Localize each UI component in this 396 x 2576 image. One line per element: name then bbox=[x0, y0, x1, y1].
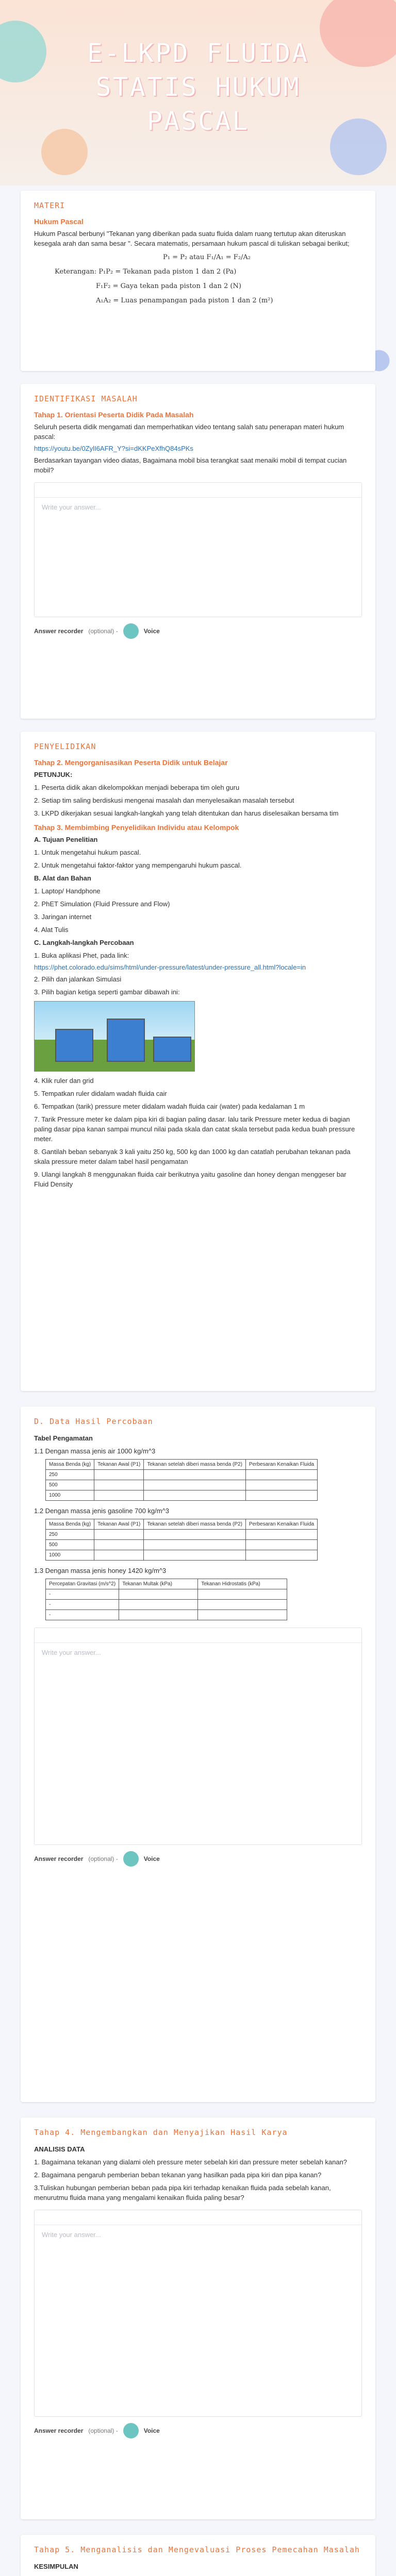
question-item: 3.Tuliskan hubungan pemberian beban pada pipa kiri terhadap kenaikan fluida pada sebelah kanan, menurutmu fluida mana yang mengalami kenaikan fluida paling besar? bbox=[34, 2184, 331, 2201]
data-card bbox=[21, 1406, 375, 2102]
analisis-label: ANALISIS DATA bbox=[34, 2145, 85, 2153]
voice-label: Voice bbox=[143, 628, 160, 635]
formula-main: P₁ = P₂ atau F₁/A₁ = F₂/A₂ bbox=[163, 253, 251, 261]
table-cell[interactable] bbox=[119, 1610, 198, 1620]
table-cell: 1000 bbox=[46, 1550, 94, 1561]
answer-box[interactable] bbox=[34, 482, 362, 617]
voice-label: Voice bbox=[143, 2427, 160, 2434]
step-title: Tahap 2. Mengorganisasikan Peserta Didik untuk Belajar bbox=[34, 758, 228, 767]
recorder-label: Answer recorder bbox=[34, 628, 84, 635]
table-cell[interactable] bbox=[144, 1490, 246, 1501]
table-header: Tekanan setelah diberi massa benda (P2) bbox=[144, 1460, 246, 1470]
video-link[interactable]: https://youtu.be/0ZylI6AFR_Y?si=dKKPeXfhQ84sPKs bbox=[34, 445, 193, 452]
table-cell[interactable] bbox=[198, 1610, 287, 1620]
table-cell: 1000 bbox=[46, 1490, 94, 1501]
table-cell[interactable] bbox=[245, 1490, 317, 1501]
table-cell[interactable] bbox=[245, 1550, 317, 1561]
page-header bbox=[0, 0, 396, 185]
voice-label: Voice bbox=[143, 1855, 160, 1862]
observation-table bbox=[45, 1579, 287, 1620]
list-item: 7. Tarik Pressure meter ke dalam pipa kiri di bagian paling dasar. lalu tarik Pressure meter kedua di bagian paling dasar pipa kanan sampai muncul nilai pada skala dan catat skala tersebut pada kedua buah pressure meter. bbox=[34, 1115, 355, 1143]
table-cell[interactable] bbox=[245, 1480, 317, 1490]
identifikasi-card bbox=[21, 384, 375, 719]
question-item: 1. Bagaimana tekanan yang dialami oleh pressure meter sebelah kiri dan pressure meter sebelah kanan? bbox=[34, 2158, 348, 2166]
section-subheading: Hukum Pascal bbox=[34, 217, 84, 226]
phet-simulation-image bbox=[34, 1001, 195, 1072]
table-row bbox=[46, 1530, 318, 1540]
table-cell[interactable] bbox=[144, 1550, 246, 1561]
question-item: 2. Bagaimana pengaruh pemberian beban tekanan yang hasilkan pada pipa kiri dan pipa kanan? bbox=[34, 2171, 322, 2179]
table-caption: 1.1 Dengan massa jenis air 1000 kg/m^3 bbox=[34, 1447, 156, 1455]
formula-line: A₁A₂ = Luas penampangan pada piston 1 dan 2 (m²) bbox=[96, 297, 273, 304]
subsection-label: C. Langkah-langkah Percobaan bbox=[34, 939, 134, 946]
list-item: 2. Pilih dan jalankan Simulasi bbox=[34, 975, 122, 983]
table-cell[interactable] bbox=[198, 1589, 287, 1600]
table-cell[interactable] bbox=[144, 1530, 246, 1540]
table-cell[interactable] bbox=[144, 1540, 246, 1550]
section-heading: D. Data Hasil Percobaan bbox=[34, 1417, 153, 1426]
section-heading: Tahap 4. Mengembangkan dan Menyajikan Hasil Karya bbox=[34, 2128, 288, 2137]
table-header: Tekanan setelah diberi massa benda (P2) bbox=[144, 1519, 246, 1530]
table-cell[interactable] bbox=[245, 1530, 317, 1540]
materi-card bbox=[21, 191, 375, 371]
editor-toolbar[interactable] bbox=[35, 1628, 361, 1643]
list-item: 3. Jaringan internet bbox=[34, 913, 92, 921]
table-header: Tekanan Hidrostatis (kPa) bbox=[198, 1579, 287, 1589]
table-row bbox=[46, 1480, 318, 1490]
table-cell[interactable] bbox=[144, 1480, 246, 1490]
table-row bbox=[46, 1600, 287, 1610]
answer-placeholder: Write your answer... bbox=[42, 2231, 101, 2239]
table-title: Tabel Pengamatan bbox=[34, 1434, 93, 1442]
table-header: Tekanan Multak (kPa) bbox=[119, 1579, 198, 1589]
table-caption: 1.3 Dengan massa jenis honey 1420 kg/m^3 bbox=[34, 1567, 167, 1574]
page-title: E-LKPD FLUIDA STATIS HUKUM PASCAL bbox=[87, 38, 309, 136]
step-title: Tahap 3. Membimbing Penyelidikan Individu atau Kelompok bbox=[34, 823, 239, 832]
recorder-optional: (optional) - bbox=[88, 628, 118, 635]
list-item: 1. Laptop/ Handphone bbox=[34, 887, 101, 895]
petunjuk-item: 3. LKPD dikerjakan sesuai langkah-langkah yang telah ditentukan dan harus diselesaikan bersama tim bbox=[34, 809, 339, 817]
list-item: 8. Gantilah beban sebanyak 3 kali yaitu 250 kg, 500 kg dan 1000 kg dan catatlah perubahan tekanan pada skala pressure meter dalam tabel hasil pengamatan bbox=[34, 1148, 351, 1165]
recorder-label: Answer recorder bbox=[34, 2427, 84, 2434]
recorder-label: Answer recorder bbox=[34, 1855, 84, 1862]
answer-box[interactable] bbox=[34, 1628, 362, 1845]
editor-toolbar[interactable] bbox=[35, 483, 361, 498]
observation-table bbox=[45, 1459, 318, 1501]
table-cell[interactable] bbox=[119, 1600, 198, 1610]
table-cell[interactable] bbox=[119, 1589, 198, 1600]
section-heading: Tahap 5. Menganalisis dan Mengevaluasi Proses Pemecahan Masalah bbox=[34, 2545, 360, 2554]
table-header: Massa Benda (kg) bbox=[46, 1519, 94, 1530]
subsection-label: A. Tujuan Penelitian bbox=[34, 836, 98, 843]
voice-record-button[interactable] bbox=[123, 623, 139, 639]
table-cell: 250 bbox=[46, 1470, 94, 1480]
recorder-optional: (optional) - bbox=[88, 2427, 118, 2434]
step-title: Tahap 1. Orientasi Peserta Didik Pada Masalah bbox=[34, 411, 194, 419]
table-row bbox=[46, 1550, 318, 1561]
table-cell[interactable] bbox=[94, 1470, 144, 1480]
materi-paragraph: Hukum Pascal berbunyi "Tekanan yang diberikan pada suatu fluida dalam ruang tertutup akan diteruskan kesegala arah dan sama besar ". Secara matematis, persamaan hukum pascal di tuliskan sebagai berikut; bbox=[34, 230, 350, 247]
petunjuk-label: PETUNJUK: bbox=[34, 771, 73, 778]
formula-keterangan: Keterangan: P₁P₂ = Tekanan pada piston 1 dan 2 (Pa) bbox=[55, 268, 237, 276]
table-cell[interactable] bbox=[94, 1550, 144, 1561]
table-row bbox=[46, 1540, 318, 1550]
table-cell[interactable] bbox=[144, 1470, 246, 1480]
petunjuk-item: 2. Setiap tim saling berdiskusi mengenai masalah dan menyelesaikan masalah tersebut bbox=[34, 796, 294, 804]
kesimpulan-label: KESIMPULAN bbox=[34, 2563, 78, 2570]
penyelidikan-card bbox=[21, 732, 375, 1391]
recorder-optional: (optional) - bbox=[88, 1855, 118, 1862]
list-item: 4. Klik ruler dan grid bbox=[34, 1077, 94, 1084]
voice-record-button[interactable] bbox=[123, 1851, 139, 1867]
table-row bbox=[46, 1610, 287, 1620]
answer-recorder bbox=[34, 1851, 362, 1867]
table-cell[interactable] bbox=[245, 1540, 317, 1550]
list-item: 4. Alat Tulis bbox=[34, 926, 69, 934]
observation-table bbox=[45, 1519, 318, 1561]
table-cell: - bbox=[46, 1589, 119, 1600]
sim-tank bbox=[153, 1037, 191, 1062]
table-cell[interactable] bbox=[245, 1470, 317, 1480]
list-item: 1. Buka aplikasi Phet, pada link: bbox=[34, 952, 129, 959]
tahap5-card bbox=[21, 2535, 375, 2576]
sim-tank bbox=[107, 1019, 145, 1062]
list-item: 1. Untuk mengetahui hukum pascal. bbox=[34, 849, 141, 856]
answer-recorder bbox=[34, 2423, 362, 2438]
table-cell: - bbox=[46, 1610, 119, 1620]
table-cell: 500 bbox=[46, 1480, 94, 1490]
table-cell[interactable] bbox=[198, 1600, 287, 1610]
phet-link[interactable]: https://phet.colorado.edu/sims/html/under-pressure/latest/under-pressure_all.html?locale=in bbox=[34, 963, 306, 971]
table-cell[interactable] bbox=[94, 1490, 144, 1501]
answer-placeholder: Write your answer... bbox=[42, 503, 101, 511]
section-heading: PENYELIDIKAN bbox=[34, 742, 96, 751]
voice-record-button[interactable] bbox=[123, 2423, 139, 2438]
table-cell: - bbox=[46, 1600, 119, 1610]
answer-placeholder: Write your answer... bbox=[42, 1649, 101, 1656]
section-heading: IDENTIFIKASI MASALAH bbox=[34, 394, 138, 403]
table-row bbox=[46, 1470, 318, 1480]
table-row bbox=[46, 1589, 287, 1600]
table-header: Perbesaran Kenaikan Fluida bbox=[245, 1460, 317, 1470]
table-header: Percepatan Gravitasi (m/s^2) bbox=[46, 1579, 119, 1589]
identifikasi-question: Berdasarkan tayangan video diatas, Bagaimana mobil bisa terangkat saat menaiki mobil di tempat cucian mobil? bbox=[34, 456, 347, 474]
table-header: Perbesaran Kenaikan Fluida bbox=[245, 1519, 317, 1530]
list-item: 2. PhET Simulation (Fluid Pressure and Flow) bbox=[34, 900, 170, 908]
identifikasi-paragraph: Seluruh peserta didik mengamati dan memperhatikan video tentang salah satu penerapan materi hukum pascal: bbox=[34, 423, 344, 440]
list-item: 6. Tempatkan (tarik) pressure meter didalam wadah fluida cair (water) pada kedalaman 1 m bbox=[34, 1103, 305, 1110]
list-item: 5. Tempatkan ruler didalam wadah fluida cair bbox=[34, 1090, 167, 1097]
formula-line: F₁F₂ = Gaya tekan pada piston 1 dan 2 (N) bbox=[96, 282, 241, 290]
sim-tank bbox=[55, 1029, 93, 1062]
table-cell[interactable] bbox=[94, 1480, 144, 1490]
list-item: 2. Untuk mengetahui faktor-faktor yang mempengaruhi hukum pascal. bbox=[34, 861, 242, 869]
subsection-label: B. Alat dan Bahan bbox=[34, 874, 91, 882]
editor-toolbar[interactable] bbox=[35, 2210, 361, 2225]
answer-box[interactable] bbox=[34, 2210, 362, 2417]
table-row bbox=[46, 1490, 318, 1501]
answer-recorder bbox=[34, 623, 362, 639]
table-header: Tekanan Awal (P1) bbox=[94, 1460, 144, 1470]
tahap4-card bbox=[21, 2117, 375, 2519]
table-cell: 500 bbox=[46, 1540, 94, 1550]
table-header: Tekanan Awal (P1) bbox=[94, 1519, 144, 1530]
petunjuk-item: 1. Peserta didik akan dikelompokkan menjadi beberapa tim oleh guru bbox=[34, 784, 240, 791]
list-item: 3. Pilih bagian ketiga seperti gambar dibawah ini: bbox=[34, 988, 180, 996]
section-heading: MATERI bbox=[34, 201, 65, 210]
table-cell[interactable] bbox=[94, 1540, 144, 1550]
table-cell: 250 bbox=[46, 1530, 94, 1540]
list-item: 9. Ulangi langkah 8 menggunakan fluida cair berikutnya yaitu gasoline dan honey dengan menggeser bar Fluid Density bbox=[34, 1171, 346, 1188]
table-cell[interactable] bbox=[94, 1530, 144, 1540]
table-header: Massa Benda (kg) bbox=[46, 1460, 94, 1470]
table-caption: 1.2 Dengan massa jenis gasoline 700 kg/m^3 bbox=[34, 1507, 169, 1515]
